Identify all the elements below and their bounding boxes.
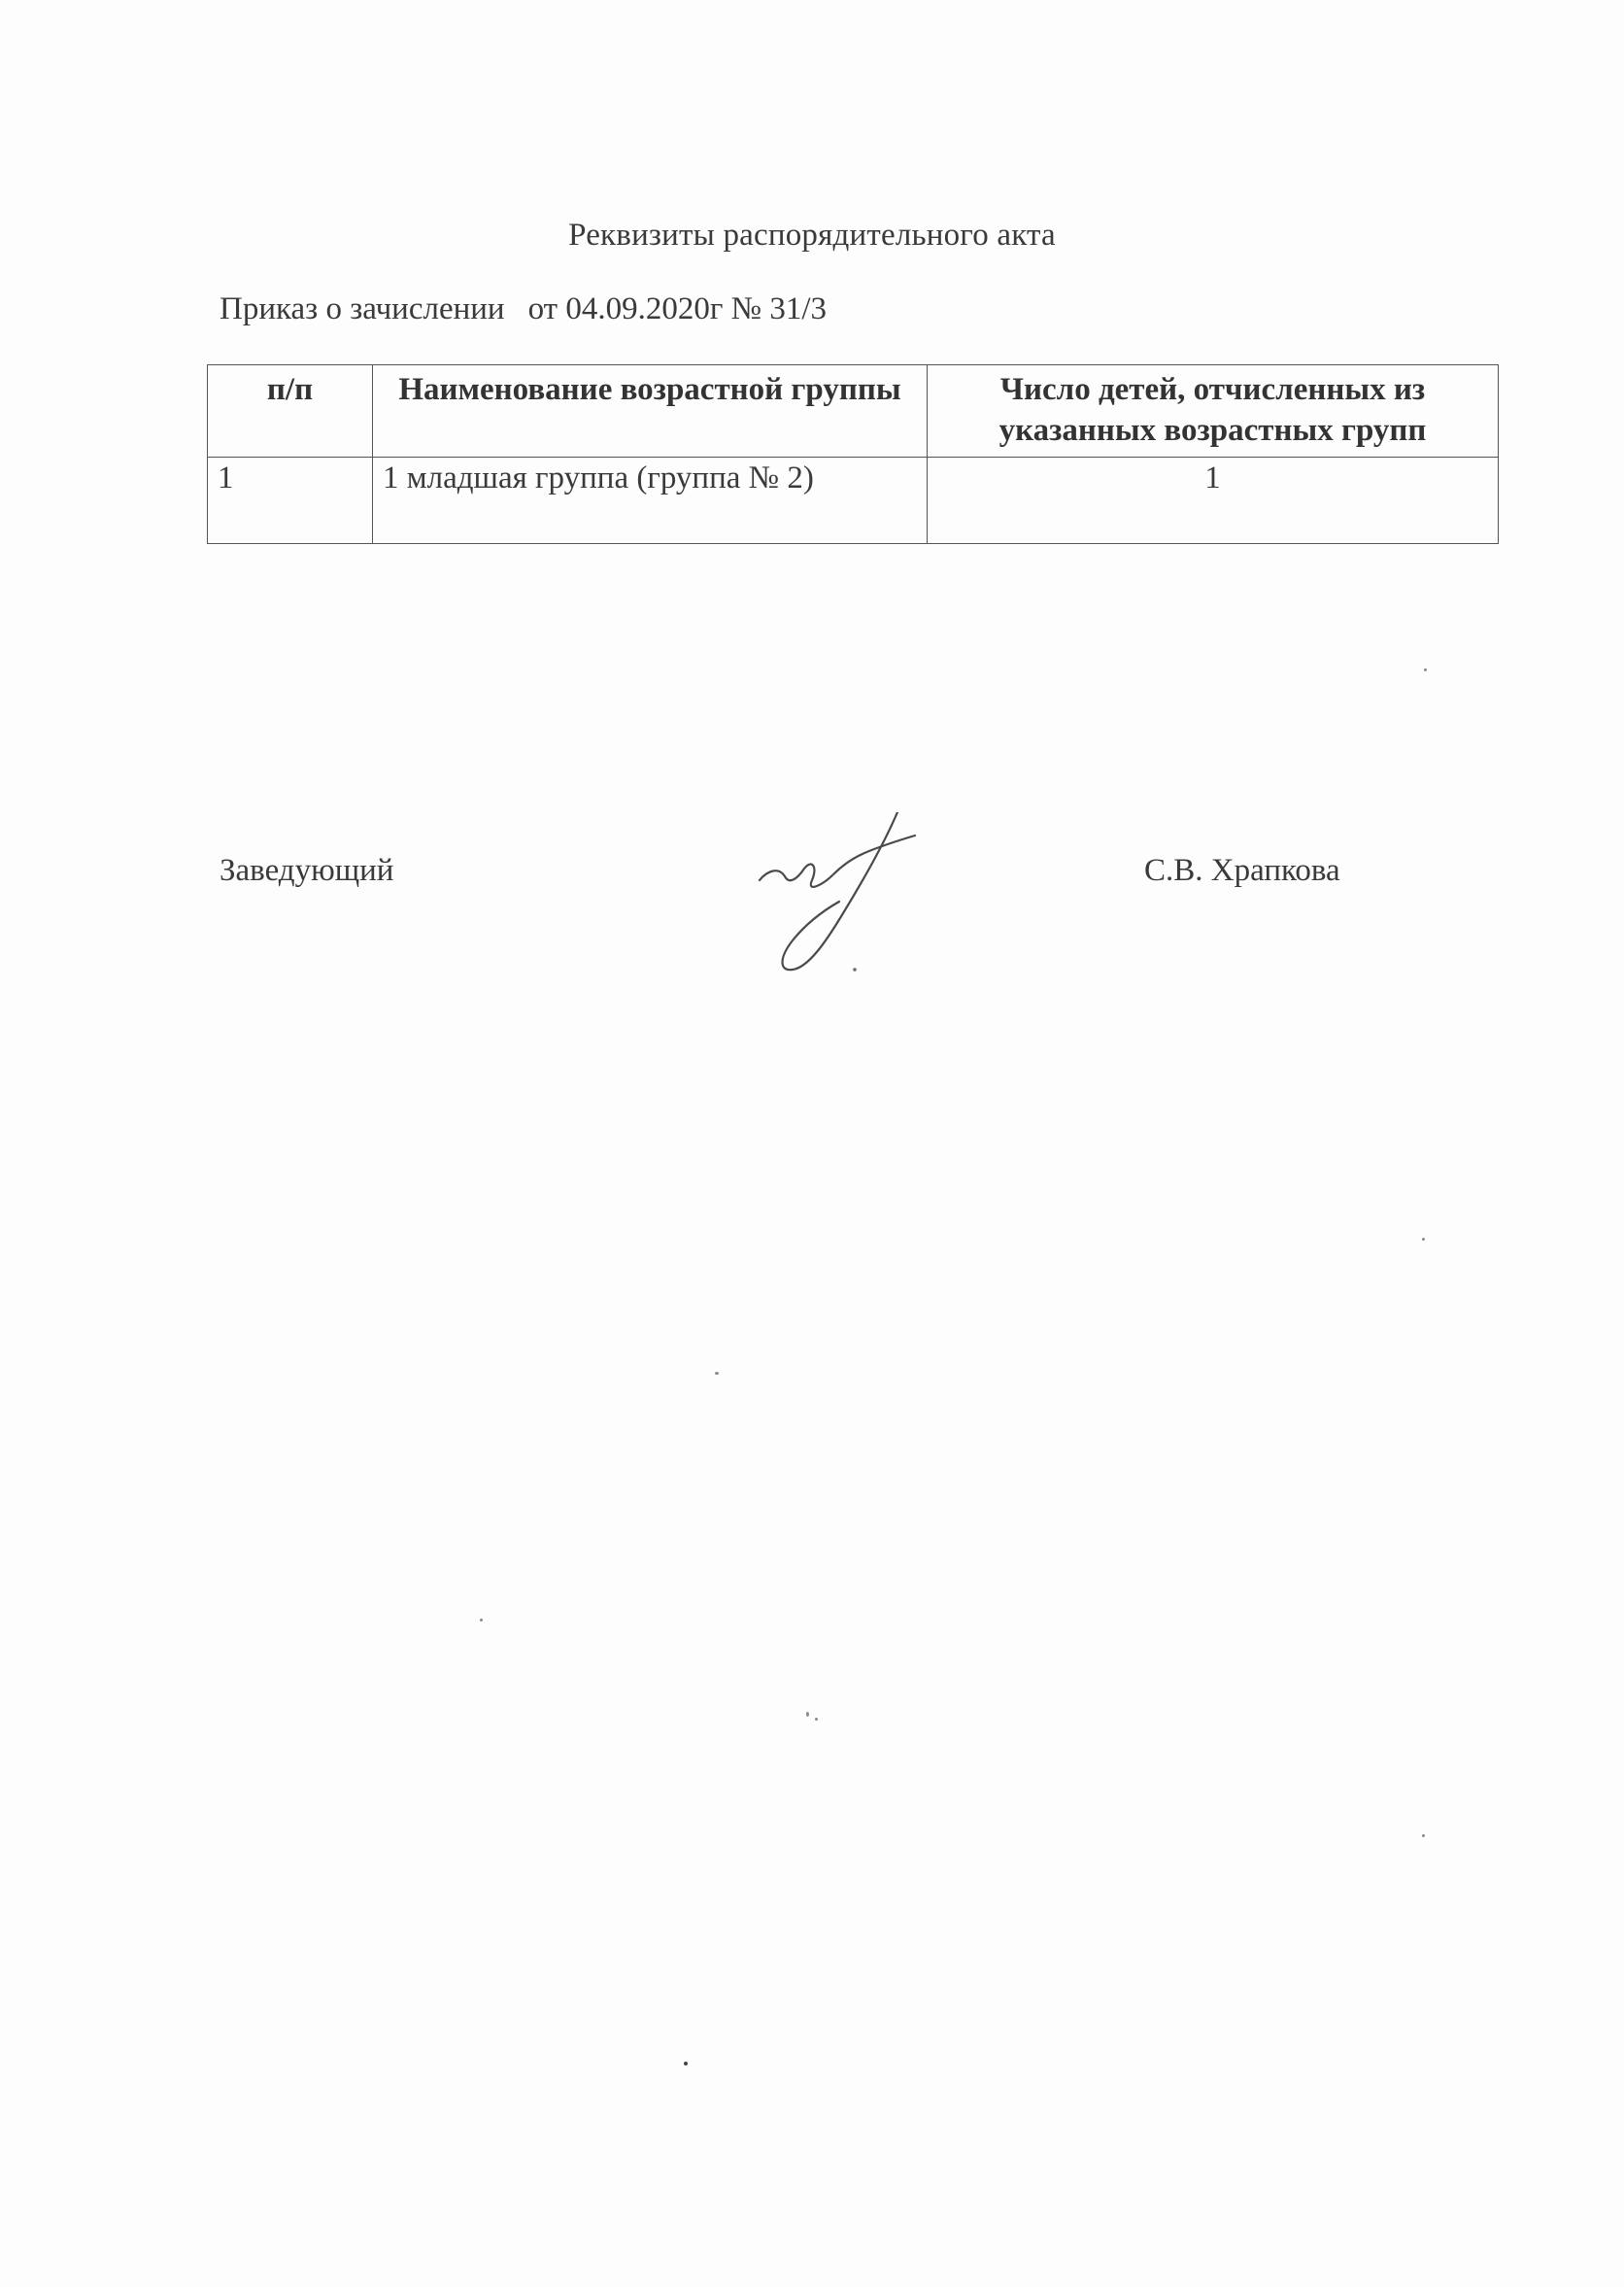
- order-label: Приказ о зачислении: [220, 291, 505, 326]
- table-row: [208, 458, 1499, 544]
- order-details: от 04.09.2020г № 31/3: [527, 291, 828, 326]
- scan-speck: [1424, 668, 1427, 671]
- cell-group-name: 1 младшая группа (группа № 2): [373, 458, 928, 544]
- scan-speck: [1422, 1834, 1425, 1837]
- scan-speck: [715, 1372, 719, 1375]
- handwritten-signature: [750, 812, 925, 987]
- age-groups-table: [207, 364, 1499, 544]
- signer-position: Заведующий: [220, 853, 394, 888]
- scan-speck: [806, 1712, 809, 1717]
- signer-name: С.В. Храпкова: [1144, 853, 1340, 888]
- cell-children-count: 1: [928, 458, 1499, 544]
- column-header-children-count: Число детей, отчисленных из указанных возрастных групп: [928, 365, 1499, 458]
- column-header-number: п/п: [208, 365, 373, 458]
- scan-speck: [684, 2062, 688, 2065]
- order-line: [220, 291, 827, 327]
- document-title: Реквизиты распорядительного акта: [568, 218, 1056, 253]
- scan-speck: [480, 1619, 483, 1621]
- scan-speck: [1422, 1238, 1425, 1241]
- scan-speck: [815, 1718, 818, 1721]
- column-header-group-name: Наименование возрастной группы: [373, 365, 928, 458]
- table-header-row: [208, 365, 1499, 458]
- cell-row-number: 1: [208, 458, 373, 544]
